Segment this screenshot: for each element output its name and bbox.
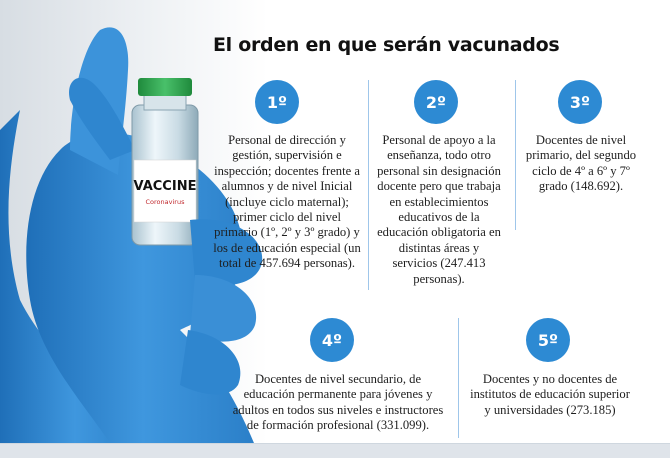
vial-sublabel: Coronavirus bbox=[145, 198, 185, 206]
group-3-text: Docentes de nivel primario, del segundo ciclo de 4º a 6º y 7º grado (148.692). bbox=[525, 133, 637, 194]
group-3-badge: 3º bbox=[558, 80, 602, 124]
group-5-text: Docentes y no docentes de institutos de educación superior y universidades (273.185) bbox=[470, 372, 630, 417]
group-5-badge: 5º bbox=[526, 318, 570, 362]
group-4-text: Docentes de nivel secundario, de educación permanente para jóvenes y adultos en todos sus niveles e instructores de formación profesional (331.099). bbox=[232, 372, 444, 433]
group-2-text: Personal de apoyo a la enseñanza, todo otro personal sin designación docente pero que trabaja en establecimientos educativos de la educación obligatoria en distintas áreas y servicios (247.413 personas). bbox=[377, 133, 501, 286]
group-4-badge: 4º bbox=[310, 318, 354, 362]
column-divider bbox=[458, 318, 459, 438]
vial-brand: VACCINE bbox=[133, 179, 197, 194]
group-1-badge: 1º bbox=[255, 80, 299, 124]
column-divider bbox=[515, 80, 516, 230]
column-divider bbox=[368, 80, 369, 290]
footer-band bbox=[0, 444, 670, 458]
page-title: El orden en que serán vacunados bbox=[213, 34, 560, 56]
group-2-badge: 2º bbox=[414, 80, 458, 124]
group-1-text: Personal de dirección y gestión, supervisión e inspección; docentes frente a alumnos y de nivel Inicial (incluye ciclo maternal); primer ciclo del nivel primario (1º, 2º y 3º grado) y los de educación especial (un total de 457.694 personas). bbox=[213, 133, 361, 271]
